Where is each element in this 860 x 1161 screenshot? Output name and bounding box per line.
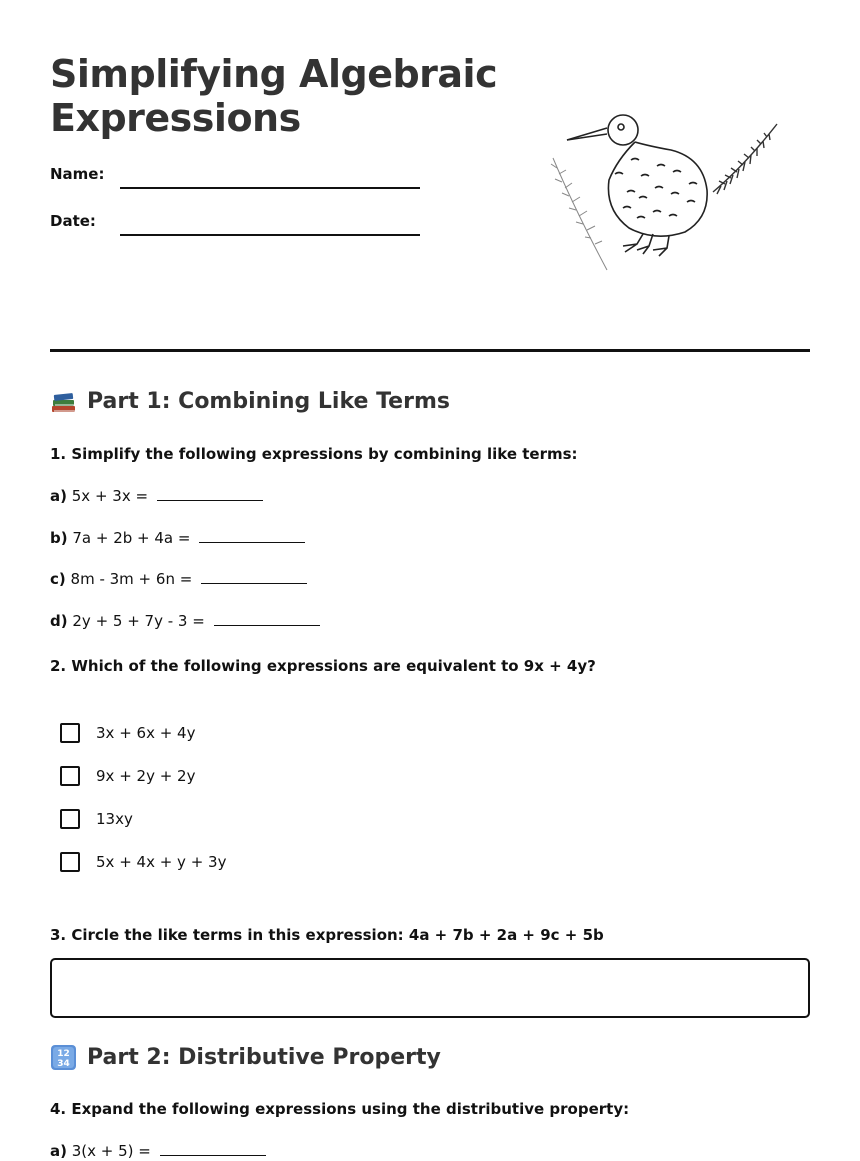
title-line-2: Expressions: [50, 96, 301, 140]
question-4-prompt: 4. Expand the following expressions using the distributive property:: [50, 1100, 630, 1118]
item-letter: b): [50, 529, 68, 547]
q2-option-1: [60, 723, 195, 743]
option-label: 13xy: [96, 810, 133, 828]
section-divider: [50, 349, 810, 352]
option-checkbox[interactable]: [60, 809, 80, 829]
answer-blank[interactable]: [214, 613, 320, 626]
svg-text:34: 34: [57, 1059, 70, 1069]
worksheet-title: [50, 52, 497, 140]
item-expression: 8m - 3m + 6n =: [70, 570, 193, 588]
q2-option-4: [60, 852, 226, 872]
name-field-line[interactable]: [120, 187, 420, 189]
item-expression: 3(x + 5) =: [71, 1142, 151, 1160]
kiwi-illustration: [545, 110, 785, 275]
fern-left-icon: [551, 158, 607, 270]
question-3-prompt: 3. Circle the like terms in this expression: 4a + 7b + 2a + 9c + 5b: [50, 926, 604, 944]
svg-text:12: 12: [57, 1049, 70, 1059]
option-label: 9x + 2y + 2y: [96, 767, 196, 785]
answer-blank[interactable]: [160, 1143, 266, 1156]
item-letter: d): [50, 612, 68, 630]
answer-blank[interactable]: [201, 571, 307, 584]
q3-answer-box[interactable]: [50, 958, 810, 1018]
item-letter: c): [50, 570, 66, 588]
question-2-prompt: 2. Which of the following expressions are equivalent to 9x + 4y?: [50, 657, 596, 675]
item-expression: 2y + 5 + 7y - 3 =: [72, 612, 205, 630]
question-1-prompt: 1. Simplify the following expressions by combining like terms:: [50, 445, 578, 463]
fern-right-icon: [713, 124, 777, 194]
part2-heading-text: Part 2: Distributive Property: [87, 1045, 441, 1070]
title-line-1: Simplifying Algebraic: [50, 52, 498, 96]
item-expression: 5x + 3x =: [71, 487, 149, 505]
option-label: 3x + 6x + 4y: [96, 724, 196, 742]
part1-heading-text: Part 1: Combining Like Terms: [87, 389, 450, 414]
item-letter: a): [50, 1142, 67, 1160]
part2-heading: [50, 1044, 441, 1071]
option-checkbox[interactable]: [60, 852, 80, 872]
kiwi-bird-icon: [567, 115, 707, 256]
answer-blank[interactable]: [199, 530, 305, 543]
q1-item-a: [50, 487, 263, 505]
books-icon: [50, 388, 77, 415]
answer-blank[interactable]: [157, 488, 263, 501]
q1-item-c: [50, 570, 307, 588]
keycap-1234-icon: [50, 1044, 77, 1071]
item-expression: 7a + 2b + 4a =: [72, 529, 191, 547]
date-label: Date:: [50, 212, 96, 230]
q1-item-d: [50, 612, 320, 630]
q2-option-3: [60, 809, 133, 829]
part1-heading: [50, 388, 450, 415]
date-field-line[interactable]: [120, 234, 420, 236]
q4-item-a: [50, 1142, 266, 1160]
option-checkbox[interactable]: [60, 723, 80, 743]
q2-option-2: [60, 766, 195, 786]
item-letter: a): [50, 487, 67, 505]
option-checkbox[interactable]: [60, 766, 80, 786]
q1-item-b: [50, 529, 305, 547]
option-label: 5x + 4x + y + 3y: [96, 853, 227, 871]
name-label: Name:: [50, 165, 105, 183]
